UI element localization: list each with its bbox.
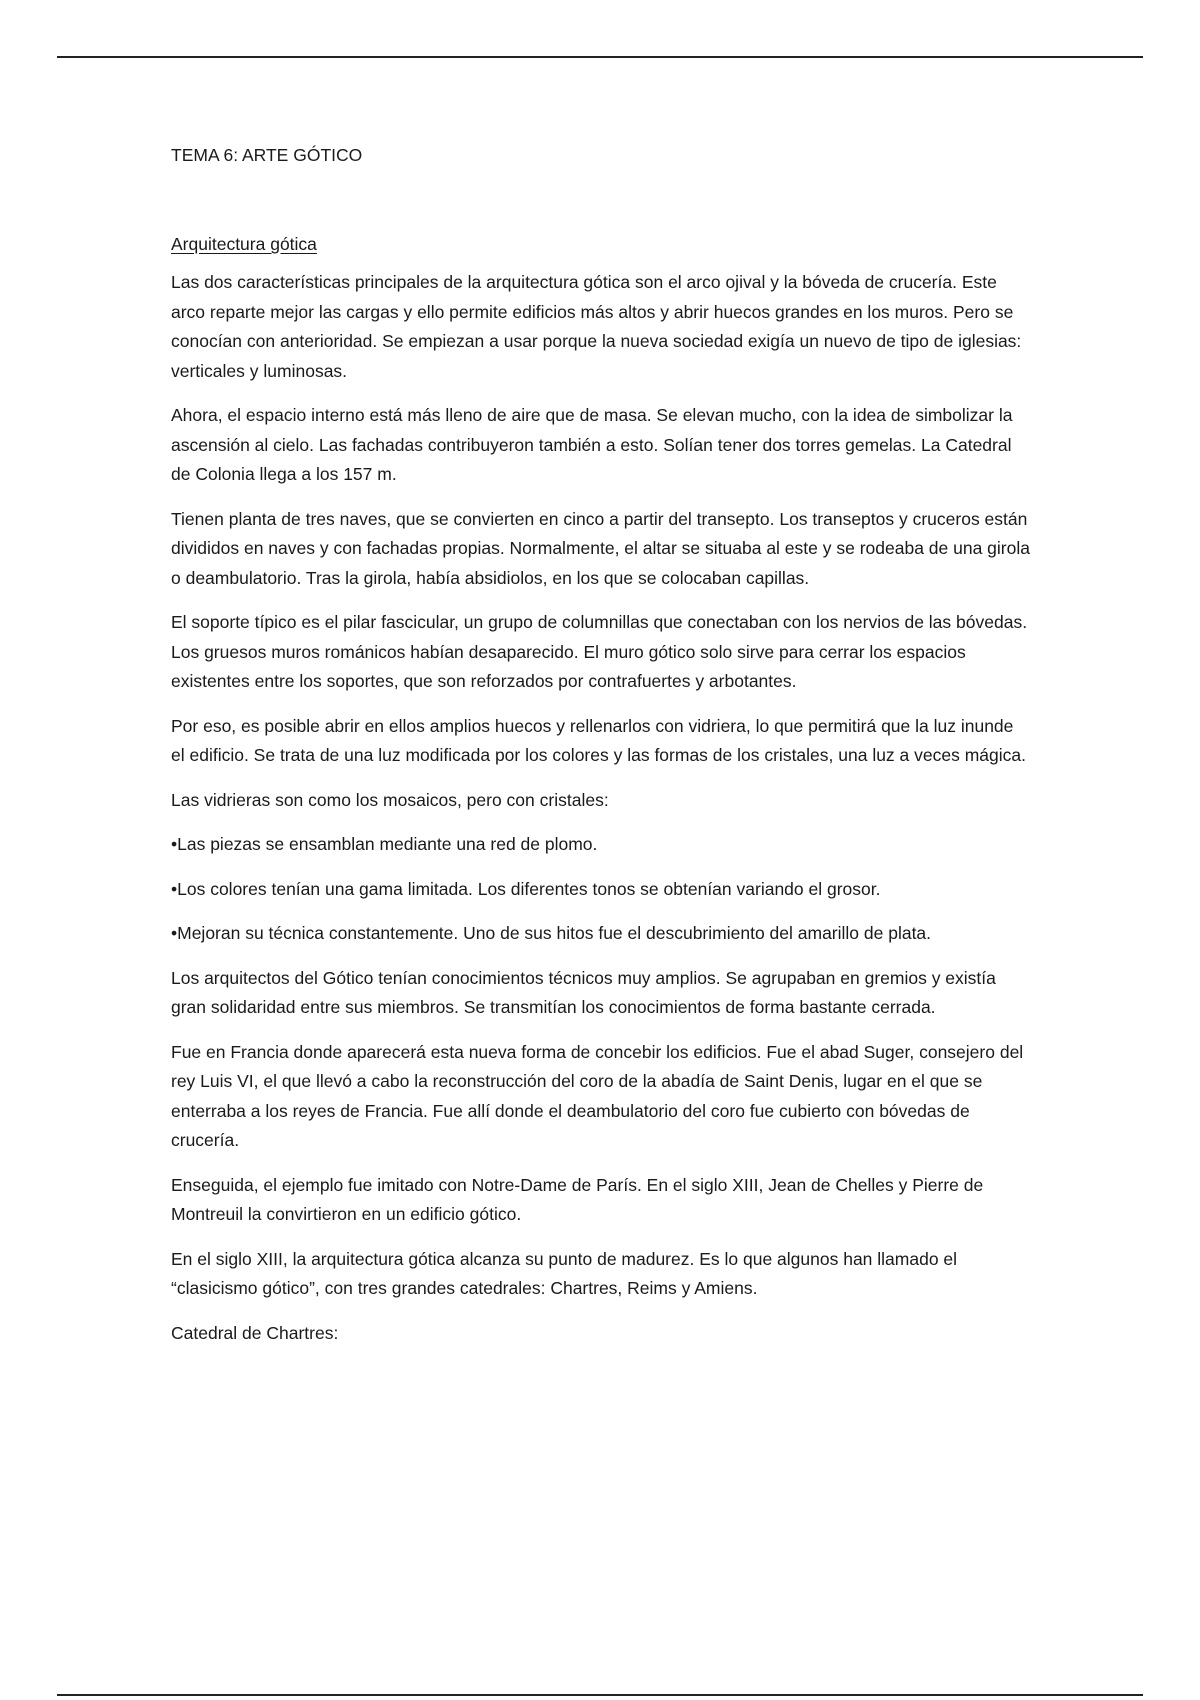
paragraph-light: Por eso, es posible abrir en ellos amplios huecos y rellenarlos con vidriera, lo que permitirá que la luz inunde el edificio. Se trata de una luz modificada por los colores y las formas de los cristales, una luz a veces mágica. xyxy=(171,715,1026,765)
bullet-item: •Mejoran su técnica constantemente. Uno de sus hitos fue el descubrimiento del amarillo de plata. xyxy=(171,923,932,943)
paragraph-stained-glass-intro: Las vidrieras son como los mosaicos, pero con cristales: xyxy=(171,789,609,810)
section-heading: Arquitectura gótica xyxy=(171,234,317,254)
paragraph-classicism: En el siglo XIII, la arquitectura gótica alcanza su punto de madurez. Es lo que algunos han llamado el “clasicismo gótico”, con tres grandes catedrales: Chartres, Reims y Amiens. xyxy=(171,1248,958,1298)
bottom-divider xyxy=(57,1694,1143,1696)
bullet-item: •Las piezas se ensamblan mediante una red de plomo. xyxy=(171,834,598,854)
top-divider xyxy=(57,56,1143,58)
document-title: TEMA 6: ARTE GÓTICO xyxy=(171,145,363,165)
paragraph-supports: El soporte típico es el pilar fascicular, un grupo de columnillas que conectaban con los nervios de las bóvedas. Los gruesos muros románicos habían desaparecido. El muro gótico solo sirve para cerrar los espacios existentes entre los soportes, que son reforzados por contrafuertes y arbotantes. xyxy=(171,612,1028,691)
paragraph-interior-space: Ahora, el espacio interno está más lleno de aire que de masa. Se elevan mucho, con la idea de simbolizar la ascensión al cielo. Las fachadas contribuyeron también a esto. Solían tener dos torres gemelas. La Catedral de Colonia llega a los 157 m. xyxy=(171,405,1013,484)
bullet-item: •Los colores tenían una gama limitada. Los diferentes tonos se obtenían variando el grosor. xyxy=(171,878,881,899)
final-heading: Catedral de Chartres: xyxy=(171,1322,339,1343)
paragraph-france-origin: Fue en Francia donde aparecerá esta nueva forma de concebir los edificios. Fue el abad Suger, consejero del rey Luis VI, el que llevó a cabo la reconstrucción del coro de la abadía de Saint Denis, lugar en el que se enterraba a los reyes de Francia. Fue allí donde el deambulatorio del coro fue cubierto con bóvedas de crucería. xyxy=(171,1041,1024,1150)
paragraph-notre-dame: Enseguida, el ejemplo fue imitado con Notre-Dame de París. En el siglo XIII, Jean de Chelles y Pierre de Montreuil la convirtieron en un edificio gótico. xyxy=(171,1174,984,1224)
paragraph-characteristics: Las dos características principales de la arquitectura gótica son el arco ojival y la bóveda de crucería. Este arco reparte mejor las cargas y ello permite edificios más altos y abrir huecos grandes en los muros. Pero se conocían con anterioridad. Se empiezan a usar porque la nueva sociedad exigía un nuevo de tipo de iglesias: verticales y luminosas. xyxy=(171,272,1022,381)
document-body xyxy=(171,143,1031,1348)
paragraph-architects: Los arquitectos del Gótico tenían conocimientos técnicos muy amplios. Se agrupaban en gremios y existía gran solidaridad entre sus miembros. Se transmitían los conocimientos de forma bastante cerrada. xyxy=(171,967,996,1017)
paragraph-floor-plan: Tienen planta de tres naves, que se convierten en cinco a partir del transepto. Los transeptos y cruceros están divididos en naves y con fachadas propias. Normalmente, el altar se situaba al este y se rodeaba de una girola o deambulatorio. Tras la girola, había absidiolos, en los que se colocaban capillas. xyxy=(171,508,1030,588)
